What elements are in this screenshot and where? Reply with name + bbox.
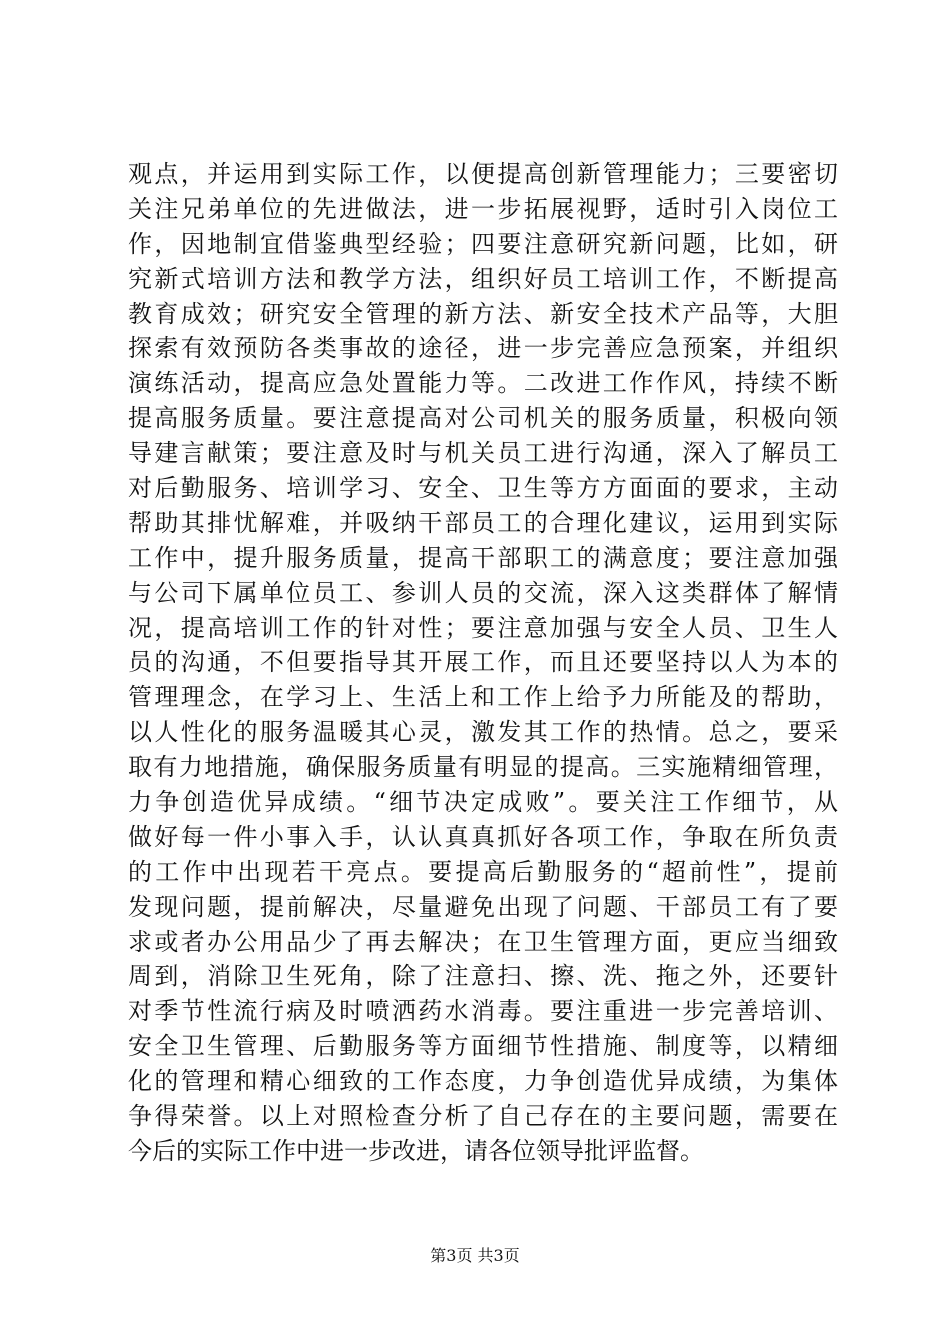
text-line: 对后勤服务、培训学习、安全、卫生等方方面面的要求，主动 [128,474,838,503]
text-line: 提高服务质量。要注意提高对公司机关的服务质量，积极向领 [128,404,838,433]
text-line: 力争创造优异成绩。“细节决定成败”。要关注工作细节，从 [128,788,838,817]
text-line: 争得荣誉。以上对照检查分析了自己存在的主要问题，需要在 [128,1102,838,1131]
body-text [128,157,838,1169]
text-line: 取有力地措施，确保服务质量有明显的提高。三实施精细管理， [128,753,838,782]
text-line: 观点，并运用到实际工作，以便提高创新管理能力；三要密切 [128,160,838,188]
text-line: 的工作中出现若干亮点。要提高后勤服务的“超前性”，提前 [128,857,838,886]
text-line: 探索有效预防各类事故的途径，进一步完善应急预案，并组织 [128,334,838,363]
text-line: 安全卫生管理、后勤服务等方面细节性措施、制度等，以精细 [128,1032,838,1061]
text-line: 与公司下属单位员工、参训人员的交流，深入这类群体了解情 [128,578,838,607]
text-line: 导建言献策；要注意及时与机关员工进行沟通，深入了解员工 [128,439,838,468]
text-line: 工作中，提升服务质量，提高干部职工的满意度；要注意加强 [128,543,838,572]
text-line: 化的管理和精心细致的工作态度，力争创造优异成绩，为集体 [128,1067,838,1096]
text-line: 作，因地制宜借鉴典型经验；四要注意研究新问题，比如，研 [128,229,838,258]
text-line: 演练活动，提高应急处置能力等。二改进工作作风，持续不断 [128,369,838,398]
text-line: 员的沟通，不但要指导其开展工作，而且还要坚持以人为本的 [128,648,838,677]
text-line: 发现问题，提前解决，尽量避免出现了问题、干部员工有了要 [128,892,838,921]
text-line: 以人性化的服务温暖其心灵，激发其工作的热情。总之，要采 [128,718,838,747]
text-line-last: 今后的实际工作中进一步改进，请各位领导批评监督。 [128,1136,704,1165]
text-line: 对季节性流行病及时喷洒药水消毒。要注重进一步完善培训、 [128,997,838,1026]
text-line: 教育成效；研究安全管理的新方法、新安全技术产品等，大胆 [128,299,838,328]
text-line: 况，提高培训工作的针对性；要注意加强与安全人员、卫生人 [128,613,838,642]
text-line: 帮助其排忧解难，并吸纳干部员工的合理化建议，运用到实际 [128,508,838,537]
text-line: 求或者办公用品少了再去解决；在卫生管理方面，更应当细致 [128,927,838,956]
text-line: 做好每一件小事入手，认认真真抓好各项工作，争取在所负责 [128,822,838,851]
text-line: 关注兄弟单位的先进做法，进一步拓展视野，适时引入岗位工 [128,194,838,223]
text-line: 管理理念，在学习上、生活上和工作上给予力所能及的帮助， [128,683,838,712]
page-footer: 第3页 共3页 [430,1246,520,1265]
text-line: 周到，消除卫生死角，除了注意扫、擦、洗、拖之外，还要针 [128,962,838,991]
text-line: 究新式培训方法和教学方法，组织好员工培训工作，不断提高 [128,264,838,293]
